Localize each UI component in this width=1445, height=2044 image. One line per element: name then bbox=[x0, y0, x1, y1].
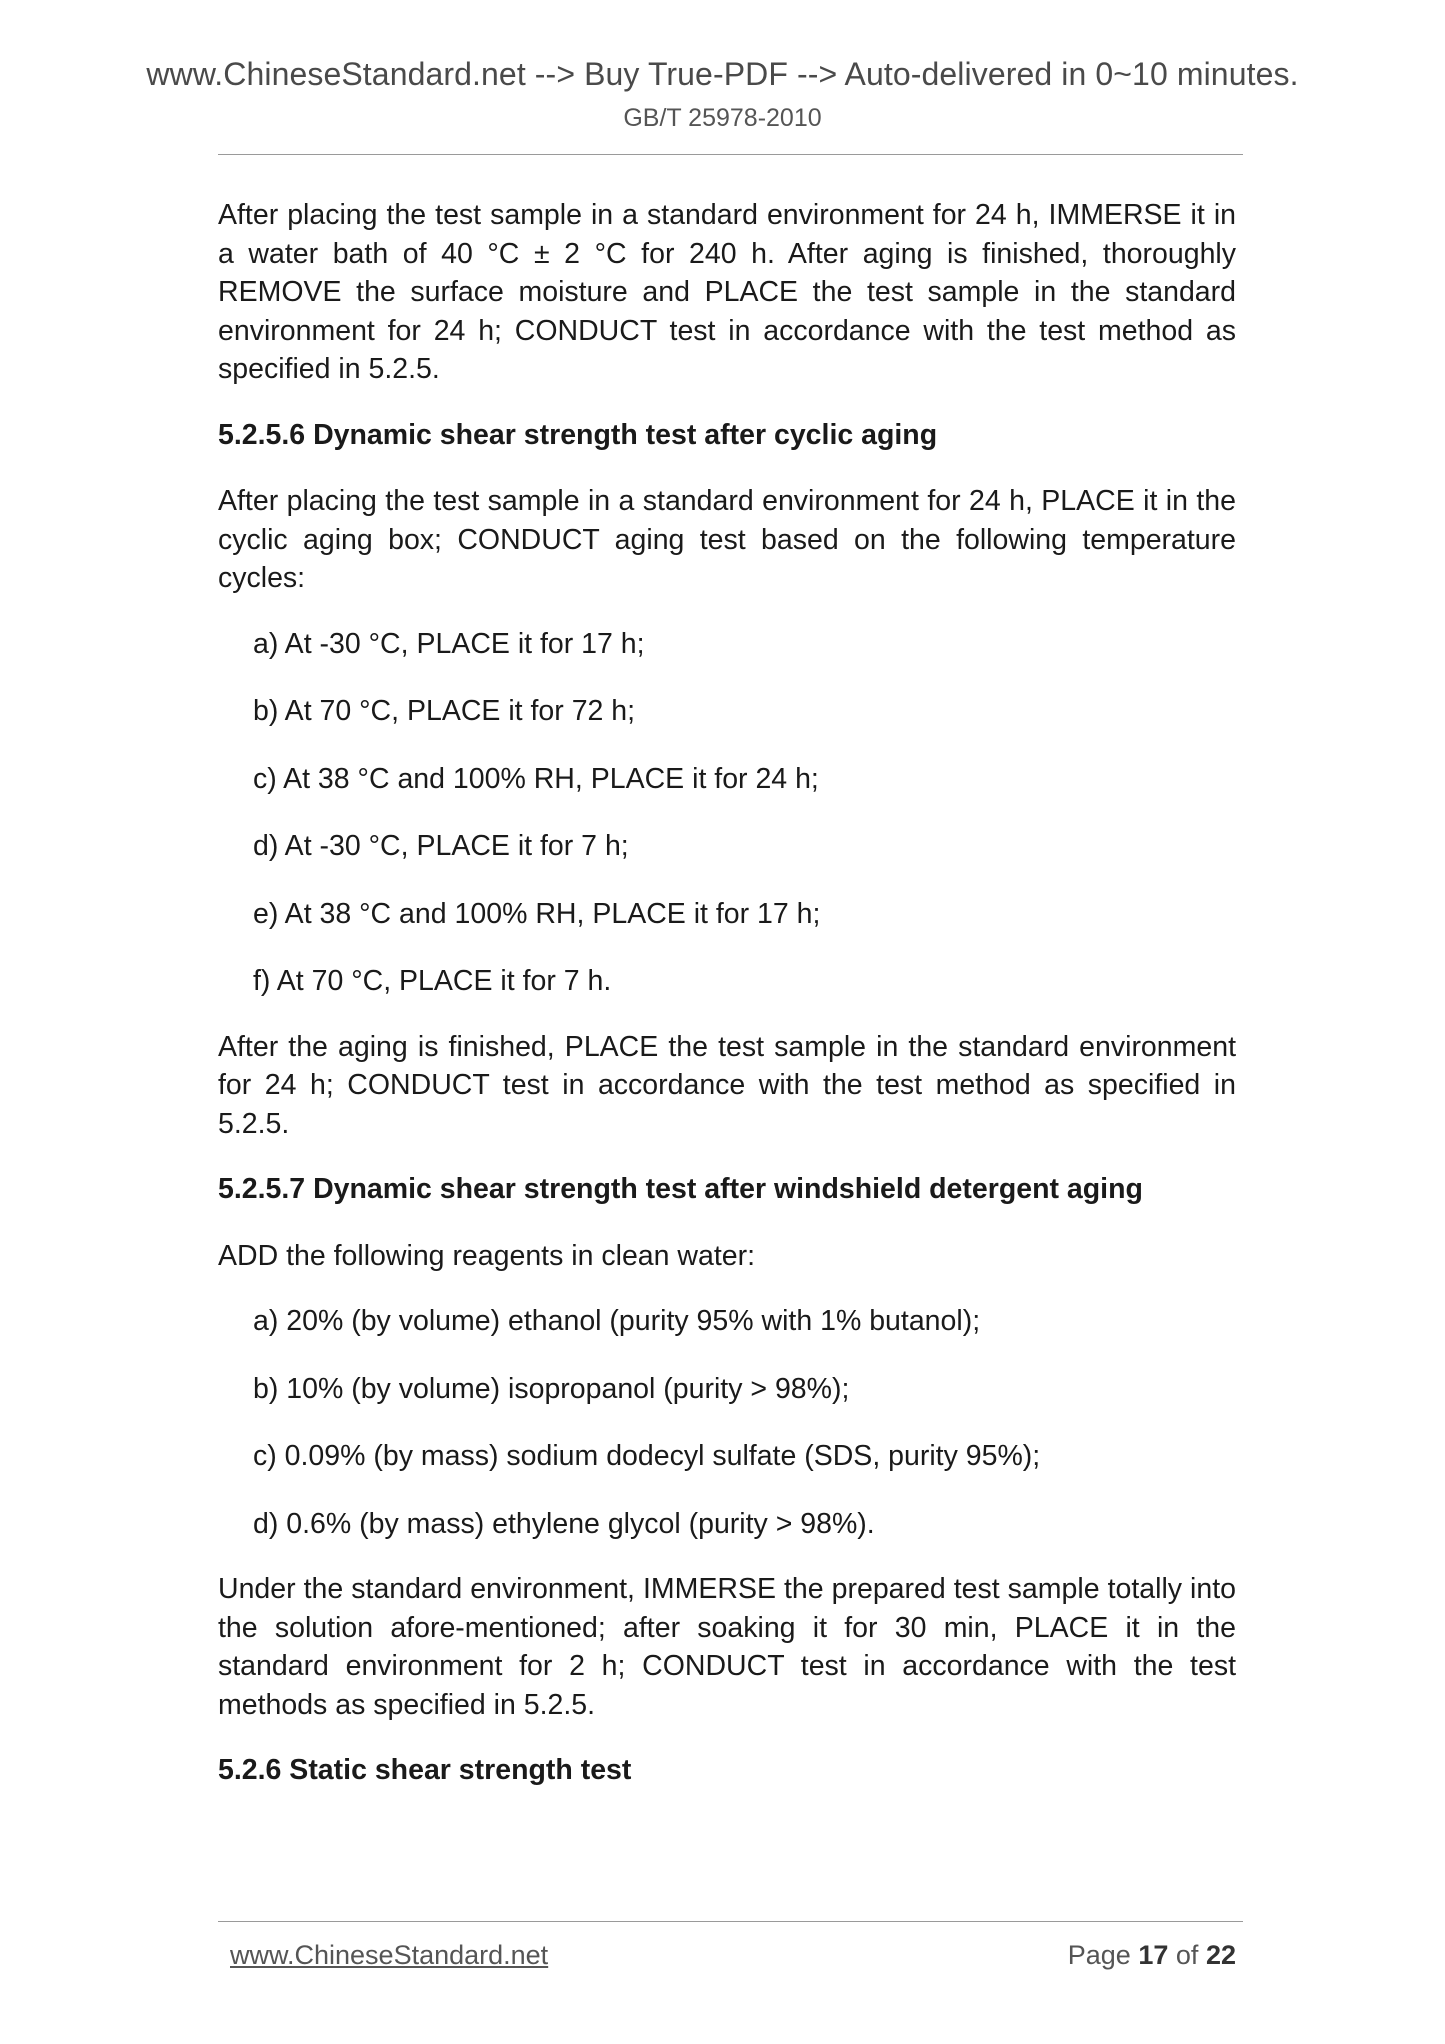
list-item: d) 0.6% (by mass) ethylene glycol (purity > 98%). bbox=[253, 1507, 875, 1540]
section-heading-5-2-5-6: 5.2.5.6 Dynamic shear strength test after cyclic aging bbox=[218, 418, 938, 451]
footer-divider bbox=[218, 1921, 1243, 1922]
page-current: 17 bbox=[1138, 1940, 1169, 1970]
list-item: c) 0.09% (by mass) sodium dodecyl sulfate (SDS, purity 95%); bbox=[253, 1440, 1041, 1472]
page-content bbox=[218, 196, 1236, 1818]
page-prefix: Page bbox=[1067, 1940, 1131, 1970]
section-heading-5-2-6: 5.2.6 Static shear strength test bbox=[218, 1754, 632, 1786]
list-item: b) At 70 °C, PLACE it for 72 h; bbox=[253, 695, 636, 727]
list-item: d) At -30 °C, PLACE it for 7 h; bbox=[253, 830, 629, 862]
list-item: c) At 38 °C and 100% RH, PLACE it for 24 h; bbox=[253, 762, 819, 795]
header-divider bbox=[218, 154, 1243, 155]
footer-site-link[interactable]: www.ChineseStandard.net bbox=[230, 1940, 549, 1970]
section-5-2-5-7-closing: Under the standard environment, IMMERSE the prepared test sample totally into the solution afore-mentioned; after soaking it for 30 min, PLACE it in the standard environment for 2 h; CONDUCT test in accordance with the test methods as specified in 5.2.5. bbox=[218, 1573, 1236, 1721]
list-item: f) At 70 °C, PLACE it for 7 h. bbox=[253, 965, 612, 997]
temperature-cycle-list bbox=[218, 625, 1236, 1001]
page-total: 22 bbox=[1205, 1940, 1236, 1970]
section-5-2-5-6-intro: After placing the test sample in a standard environment for 24 h, PLACE it in the cyclic aging box; CONDUCT aging test based on the following temperature cycles: bbox=[218, 485, 1236, 594]
reagent-list bbox=[218, 1302, 1236, 1543]
page-of: of bbox=[1175, 1940, 1199, 1970]
page-footer bbox=[230, 1940, 1236, 1980]
section-heading-5-2-5-7: 5.2.5.7 Dynamic shear strength test after windshield detergent aging bbox=[218, 1173, 1143, 1205]
list-item: a) 20% (by volume) ethanol (purity 95% with 1% butanol); bbox=[253, 1305, 981, 1337]
list-item: a) At -30 °C, PLACE it for 17 h; bbox=[253, 627, 645, 660]
list-item: b) 10% (by volume) isopropanol (purity > 98%); bbox=[253, 1372, 850, 1405]
document-number: GB/T 25978-2010 bbox=[623, 104, 822, 132]
top-banner: www.ChineseStandard.net --> Buy True-PDF --> Auto-delivered in 0~10 minutes. bbox=[146, 56, 1299, 92]
section-5-2-5-6-closing: After the aging is finished, PLACE the test sample in the standard environment for 24 h; CONDUCT test in accordance with the test method as specified in 5.2.5. bbox=[218, 1030, 1236, 1140]
list-item: e) At 38 °C and 100% RH, PLACE it for 17 h; bbox=[253, 897, 821, 930]
section-5-2-5-7-intro: ADD the following reagents in clean water: bbox=[218, 1239, 756, 1272]
page-indicator bbox=[1068, 1940, 1236, 1971]
intro-paragraph: After placing the test sample in a standard environment for 24 h, IMMERSE it in a water bath of 40 °C ± 2 °C for 240 h. After aging is finished, thoroughly REMOVE the surface moisture and PLACE the test sample in the standard environment for 24 h; CONDUCT test in accordance with the test method as specified in 5.2.5. bbox=[218, 199, 1236, 385]
